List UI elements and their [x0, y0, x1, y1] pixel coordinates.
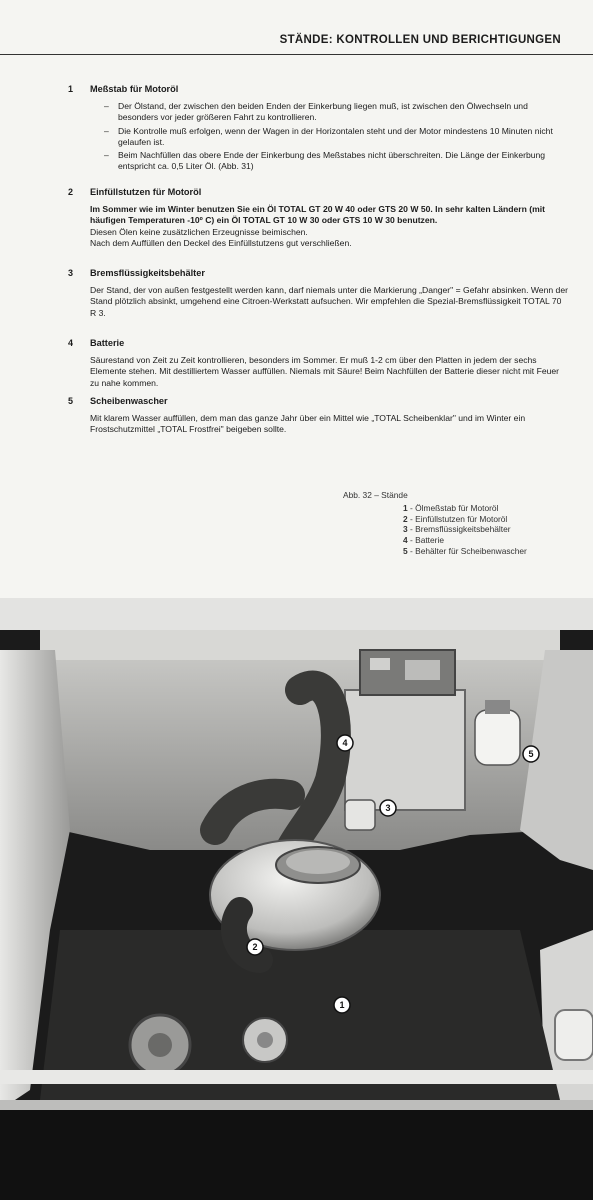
svg-text:2: 2: [252, 942, 258, 952]
paragraph: Mit klarem Wasser auffüllen, dem man das ganze Jahr über ein Mittel wie „TOTAL Scheibenklar" und im Winter ein Frostschutzmittel „TOTAL Frostfrei" beigeben sollte.: [90, 413, 526, 435]
paragraph: Der Stand, der von außen festgestellt werden kann, darf niemals unter die Markierung „Danger" = Gefahr absinken. Wenn der Stand plötzlich absinkt, umgehend eine Citroen-Werkstatt aufsuchen. Wir empfehlen die Spezial-Bremsflüssigkeit TOTAL 70 R 3.: [90, 285, 568, 318]
legend-item: 3 - Bremsflüssigkeitsbehälter: [403, 524, 511, 535]
legend-item: 5 - Behälter für Scheibenwascher: [403, 545, 527, 556]
callout-5: [523, 746, 539, 762]
page-title: STÄNDE: KONTROLLEN UND BERICHTIGUNGEN: [279, 34, 561, 46]
section-oil-dipstick: [68, 84, 568, 174]
paragraph: Säurestand von Zeit zu Zeit kontrollieren, besonders im Sommer. Er muß 1-2 cm über den Platten in jedem der sechs Elemente stehen. Mit destilliertem Wasser auffüllen. Niemals mit Säure! Beim Nachfüllen der Batterie dieser nicht mit Feuer zu nahe kommen.: [90, 355, 560, 388]
callout-4: [337, 735, 353, 751]
section-number: 5: [68, 396, 74, 406]
svg-text:3: 3: [385, 803, 391, 813]
paragraph-line: Nach dem Auffüllen den Deckel des Einfüllstutzens gut verschließen.: [90, 237, 352, 248]
svg-text:4: 4: [342, 738, 348, 748]
page-gap: [0, 598, 593, 630]
section-title: Bremsflüssigkeitsbehälter: [90, 268, 205, 278]
list-item: – Beim Nachfüllen das obere Ende der Einkerbung des Meßstabes nicht überschreiten. Die Länge der Einkerbung entspricht ca. 0,5 Liter Öl. (Abb. 31): [104, 150, 568, 172]
manual-page: [0, 0, 593, 598]
engine-bay-photo: [0, 630, 593, 1200]
section-title: Einfüllstutzen für Motoröl: [90, 187, 202, 197]
section-battery: [68, 338, 568, 389]
callout-2: [247, 939, 263, 955]
legend-item: 4 - Batterie: [403, 535, 444, 546]
section-number: 2: [68, 187, 74, 197]
caption-title: Abb. 32 – Stände: [343, 490, 408, 500]
legend-item: 2 - Einfüllstutzen für Motoröl: [403, 513, 508, 524]
oil-recommendation: Im Sommer wie im Winter benutzen Sie ein Öl TOTAL GT 20 W 40 oder GTS 20 W 50. In sehr kalten Ländern (mit häufigen Temperaturen -10º C) ein Öl TOTAL GT 10 W 30 oder GTS 10 W 30 benutzen.: [90, 204, 546, 226]
svg-text:5: 5: [528, 749, 534, 759]
callout-1: [334, 997, 350, 1013]
section-brake-fluid: [68, 268, 568, 319]
section-number: 3: [68, 268, 74, 278]
section-title: Scheibenwascher: [90, 396, 168, 406]
section-number: 1: [68, 84, 74, 94]
section-title: Meßstab für Motoröl: [90, 84, 179, 94]
section-washer: [68, 396, 568, 436]
page-header: [0, 28, 593, 55]
section-title: Batterie: [90, 338, 125, 348]
paragraph-line: Diesen Ölen keine zusätzlichen Erzeugnisse beimischen.: [90, 226, 308, 237]
section-number: 4: [68, 338, 74, 348]
list-item: – Der Ölstand, der zwischen den beiden Enden der Einkerbung liegen muß, ist zwischen den Ölwechseln und besonders vor jeder größeren Fahrt zu kontrollieren.: [104, 101, 568, 123]
section-oil-filler: [68, 187, 568, 249]
figure-caption: [343, 490, 527, 557]
svg-text:1: 1: [339, 1000, 345, 1010]
callout-3: [380, 800, 396, 816]
legend-item: 1 - Ölmeßstab für Motoröl: [403, 502, 499, 513]
list-item: – Die Kontrolle muß erfolgen, wenn der Wagen in der Horizontalen steht und der Motor mindestens 10 Minuten nicht gelaufen ist.: [104, 126, 568, 148]
